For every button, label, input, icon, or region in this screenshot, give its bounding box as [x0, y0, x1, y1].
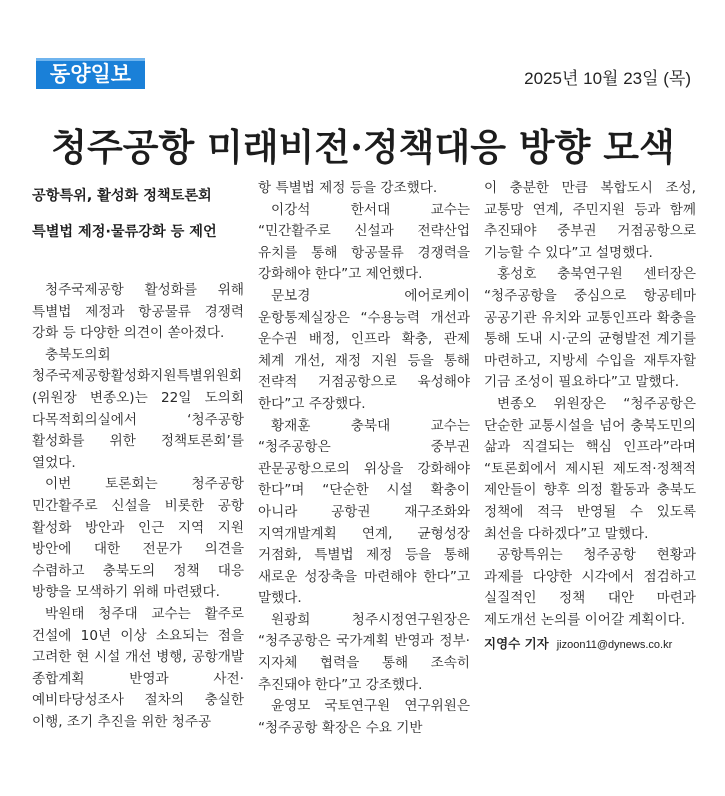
paragraph: 이번 토론회는 청주공항 민간활주로 신설을 비롯한 공항 활성화 방안과 인근 지역 지원 방안에 대한 전문가 의견을 수렴하고 충북도의 정책 대응 방향을 모색하기 위해 마련됐다.	[32, 476, 244, 601]
article-column-3	[484, 178, 696, 657]
paragraph: 황재훈 충북대 교수는 “청주공항은 중부권 관문공항으로의 위상을 강화해야 한다”며 “단순한 시설 확충이 아니라 공항권 재구조화와 지역개발계획 연계, 균형성장 거점화, 특별법 제정 등을 통해 새로운 성장축을 마련해야 한다”고 말했다.	[258, 417, 470, 607]
reporter-name: 지영수 기자	[484, 636, 549, 652]
paragraph: 윤영모 국토연구원 연구위원은 “청주공항 확장은 수요 기반	[258, 698, 470, 736]
paragraph-continued: 이 충분한 만큼 복합도시 조성, 교통망 연계, 주민지원 등과 함께 추진돼야 중부권 거점공항으로 기능할 수 있다”고 설명했다.	[484, 180, 696, 261]
byline	[484, 633, 696, 657]
paragraph: 박원태 청주대 교수는 활주로 건설에 10년 이상 소요되는 점을 고려한 현 시설 개선 병행, 공항개발 종합계획 반영과 사전·예비타당성조사 절차의 충실한 이행, 조기 추진을 위한 청주공	[32, 605, 244, 730]
paragraph: 충북도의회 청주국제공항활성화지원특별위원회(위원장 변종오)는 22일 도의회 다목적회의실에서 ‘청주공항 활성화를 위한 정책토론회’를 열었다.	[32, 346, 244, 471]
article-column-1	[32, 178, 244, 733]
subhead-2: 특별법 제정·물류강화 등 제언	[32, 224, 217, 240]
paragraph-continued: 항 특별법 제정 등을 강조했다.	[258, 180, 438, 196]
paragraph: 원광희 청주시정연구원장은 “청주공항은 국가계획 반영과 정부·지자체 협력을 통해 조속히 추진돼야 한다”고 강조했다.	[258, 611, 470, 693]
paragraph: 홍성호 충북연구원 센터장은 “청주공항을 중심으로 항공테마 공공기관 유치와 교통인프라 확충을 통해 도내 시·군의 균형발전 계기를 마련하고, 지방세 수입을 재투자할 기금 조성이 필요하다”고 말했다.	[484, 266, 696, 391]
subhead-1: 공항특위, 활성화 정책토론회	[32, 188, 212, 204]
article-subheads	[32, 178, 244, 250]
paragraph: 문보경 에어로케이 운항통제실장은 “수용능력 개선과 운수권 배정, 인프라 확충, 관제 체계 개선, 재정 지원 등을 통해 전략적 거점공항으로 육성해야 한다”고 주장했다.	[258, 287, 470, 412]
newspaper-logo: 동양일보	[36, 58, 145, 89]
paragraph: 청주국제공항 활성화를 위해 특별법 제정과 항공물류 경쟁력 강화 등 다양한 의견이 쏟아졌다.	[32, 282, 244, 342]
paragraph: 공항특위는 청주공항 현황과 과제를 다양한 시각에서 점검하고 실질적인 정책 대안 마련과 제도개선 논의를 이어갈 계획이다.	[484, 547, 696, 628]
paragraph: 변종오 위원장은 “청주공항은 단순한 교통시설을 넘어 충북도민의 삶과 직결되는 핵심 인프라”라며 “토론회에서 제시된 제도적·정책적 제안들이 향후 의정 활동과 충북도 정책에 적극 반영될 수 있도록 최선을 다하겠다”고 말했다.	[484, 395, 696, 542]
article-column-2	[258, 178, 470, 739]
publication-date: 2025년 10월 23일 (목)	[524, 69, 691, 88]
article-headline: 청주공항 미래비전·정책대응 방향 모색	[51, 124, 675, 169]
paragraph: 이강석 한서대 교수는 “민간활주로 신설과 전략산업 유치를 통해 항공물류 경쟁력을 강화해야 한다”고 제언했다.	[258, 201, 470, 283]
reporter-email[interactable]: jizoon11@dynews.co.kr	[556, 639, 673, 652]
